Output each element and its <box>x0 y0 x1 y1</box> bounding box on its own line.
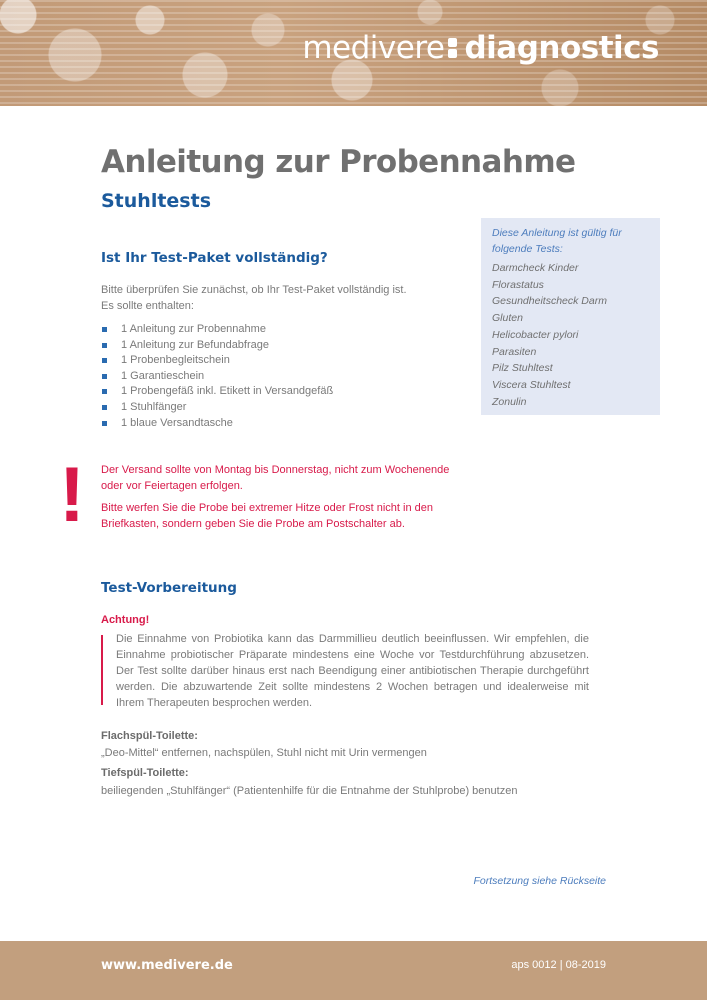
list-item: 1 Probengefäß inkl. Etikett in Versandgefäß <box>101 384 333 400</box>
valid-tests-box <box>481 218 660 415</box>
section-heading-preparation: Test-Vorbereitung <box>101 580 237 596</box>
valid-tests-list <box>492 260 607 410</box>
page-title: Anleitung zur Probennahme <box>101 144 576 180</box>
deep-flush-toilet-text: beiliegenden „Stuhlfänger“ (Patientenhilfe für die Entnahme der Stuhlprobe) benutzen <box>101 785 518 797</box>
list-item: Gesundheitscheck Darm <box>492 295 607 308</box>
list-item: Florastatus <box>492 278 544 291</box>
header-banner <box>0 0 707 106</box>
list-item: Darmcheck Kinder <box>492 262 579 274</box>
medivere-logo <box>302 30 659 66</box>
flush-toilet-text: „Deo-Mittel“ entfernen, nachspülen, Stuhl nicht mit Urin vermengen <box>101 747 427 759</box>
list-item: 1 Stuhlfänger <box>101 400 333 416</box>
list-item: 1 Garantieschein <box>101 369 333 385</box>
package-intro-line2: Es sollte enthalten: <box>101 300 194 312</box>
logo-separator-icon <box>448 36 460 60</box>
exclamation-icon: ! <box>59 450 85 538</box>
list-item: Pilz Stuhltest <box>492 362 553 375</box>
package-contents-list <box>101 322 333 431</box>
list-item: 1 Anleitung zur Probennahme <box>101 322 333 338</box>
package-intro <box>101 282 407 314</box>
attention-label: Achtung! <box>101 614 150 626</box>
shipping-warning: Der Versand sollte von Montag bis Donnerstag, nicht zum Wochenende oder vor Feiertagen erfolgen. <box>101 464 450 492</box>
weather-warning: Bitte werfen Sie die Probe bei extremer Hitze oder Frost nicht in den Briefkasten, sondern geben Sie die Probe am Postschalter ab. <box>101 502 433 530</box>
list-item: Viscera Stuhltest <box>492 378 571 391</box>
list-item: Zonulin <box>492 395 527 408</box>
list-item: Gluten <box>492 312 523 325</box>
footer-url: www.medivere.de <box>101 958 233 973</box>
list-item: Helicobacter pylori <box>492 328 579 341</box>
page-subtitle: Stuhltests <box>101 190 212 212</box>
section-heading-package: Ist Ihr Test-Paket vollständig? <box>101 250 328 266</box>
footer-band <box>0 941 707 1000</box>
flush-toilet-label: Flachspül-Toilette: <box>101 730 198 742</box>
logo-wordmark-medivere: medivere <box>302 30 445 66</box>
continuation-note: Fortsetzung siehe Rückseite <box>473 875 606 887</box>
list-item: 1 Anleitung zur Befundabfrage <box>101 338 333 354</box>
attention-text: Die Einnahme von Probiotika kann das Darmmillieu deutlich beeinflussen. Wir empfehlen, die Einnahme probiotischer Präparate mindestens eine Woche vor Testdurchführung abzusetzen. Der Test sollte darüber hinaus erst nach Beendigung einer antibiotischen Therapie durchgeführt werden. Die abzuwartende Zeit sollte mindestens 2 Wochen betragen und idealerweise mit Ihrem Therapeuten besprochen werden. <box>116 633 589 709</box>
list-item: 1 Probenbegleitschein <box>101 353 333 369</box>
logo-wordmark-diagnostics: diagnostics <box>464 30 659 66</box>
deep-flush-toilet-label: Tiefspül-Toilette: <box>101 767 189 779</box>
list-item: 1 blaue Versandtasche <box>101 416 333 432</box>
valid-tests-intro: Diese Anleitung ist gültig für folgende Tests: <box>492 227 622 255</box>
package-intro-line1: Bitte überprüfen Sie zunächst, ob Ihr Test-Paket vollständig ist. <box>101 284 407 296</box>
list-item: Parasiten <box>492 345 537 358</box>
footer-document-code: aps 0012 | 08-2019 <box>511 959 606 971</box>
attention-bar <box>101 635 103 705</box>
